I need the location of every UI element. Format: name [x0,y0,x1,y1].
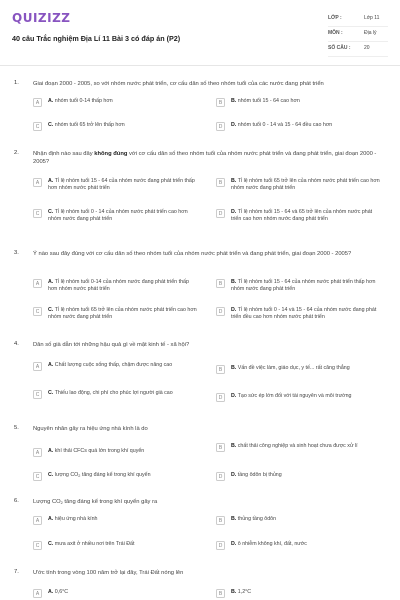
option-text: C. Tỉ lệ nhóm tuổi 0 - 14 của nhóm nước phát triển cao hơn nhóm nước đang phát triển [48,209,188,222]
option-letter-box: C [33,390,42,399]
option-text: C. mưa axit ở nhiều nơi trên Trái Đất [48,541,135,547]
question-number: 7. [14,569,19,575]
option-letter-box: A [33,589,42,598]
document-header [0,0,400,66]
option-text: A. Tỉ lệ nhóm tuổi 0-14 của nhóm nước đang phát triển thấp hơn nhóm nước phát triển [48,279,189,292]
option-letter-box: B [216,279,225,288]
option-text: B. chất thải công nghiệp và sinh hoạt chưa được xử lí [231,443,358,449]
option-text: A. hiệu ứng nhà kính [48,516,98,522]
question-number: 6. [14,498,19,504]
option-text: B. Vấn đề việc làm, giáo dục, y tế... rất căng thẳng [231,365,350,371]
option-text: C. Thiếu lao động, chi phí cho phúc lợi người già cao [48,390,173,396]
option-text: A. khí thải CFCs quá lớn trong khí quyển [48,448,145,454]
option-text: C. lượng $CO_2$ tăng đáng kể trong khí quyển [48,472,151,478]
option-letter-box: C [33,472,42,481]
option-letter-box: A [33,448,42,457]
option-letter-box: D [216,472,225,481]
question-text: Ước tính trong vòng 100 năm trở lại đây, Trái Đất nóng lên [33,570,184,576]
question-text: Lượng $CO_2$ tăng đáng kể trong khí quyển gây ra [33,499,158,505]
option-letter-box: B [216,443,225,452]
meta-row-class [328,12,388,27]
option-text: B. nhóm tuổi 15 - 64 cao hơn [231,98,300,104]
option-text: B. thủng tầng ôdôn [231,516,277,522]
meta-value: Địa lý [364,30,377,36]
option-text: B. Tỉ lệ nhóm tuổi 15 - 64 của nhóm nước phát triển thấp hơn nhóm nước đang phát triển [231,279,376,292]
option-letter-box: B [216,178,225,187]
meta-row-subject [328,27,388,42]
option-text: A. Tỉ lệ nhóm tuổi 15 - 64 của nhóm nước đang phát triển thấp hơn nhóm nước phát triển [48,178,195,191]
option-text: D. tầng ôdôn bị thủng [231,472,282,478]
option-text: D. nhóm tuổi 0 - 14 và 15 - 64 đều cao hơn [231,122,333,128]
meta-row-count [328,42,388,57]
option-text: C. nhóm tuổi 65 trở lên thấp hơn [48,122,125,128]
option-letter-box: A [33,362,42,371]
option-text: D. Tạo sức ép lớn đối với tài nguyên và môi trường [231,393,352,399]
question-number: 3. [14,250,19,256]
option-letter-box: D [216,393,225,402]
question-number: 2. [14,150,19,156]
question-text: Ý nào sau đây đúng với cơ cấu dân số theo nhóm tuổi của nhóm nước phát triển và đang phát triển, giai đoạn 2000 - 2005? [33,251,352,257]
meta-value: 20 [364,45,370,51]
option-text: D. Tỉ lệ nhóm tuổi 0 - 14 và 15 - 64 của nhóm nước đang phát triển đều cao hơn nhóm nước phát triển [231,307,377,320]
option-letter-box: A [33,279,42,288]
option-letter-box: C [33,541,42,550]
question-text: Giai đoạn 2000 - 2005, so với nhóm nước phát triển, cơ cấu dân số theo nhóm tuổi của các nước đang phát triển [33,81,324,87]
option-letter-box: B [216,365,225,374]
question-number: 1. [14,80,19,86]
option-letter-box: B [216,589,225,598]
meta-label: SỐ CÂU : [328,45,351,51]
option-letter-box: D [216,209,225,218]
meta-table [328,12,388,57]
option-text: A. nhóm tuổi 0-14 thấp hơn [48,98,113,104]
quizizz-logo: QUIZIZZ [12,11,71,25]
option-letter-box: D [216,122,225,131]
question-number: 5. [14,425,19,431]
meta-label: MÔN : [328,30,343,36]
page-title: 40 câu Trắc nghiệm Địa Lí 11 Bài 3 có đáp án (P2) [12,34,181,43]
option-text: C. Tỉ lệ nhóm tuổi 65 trở lên của nhóm nước phát triển cao hơn nhóm nước đang phát triển [48,307,197,320]
option-letter-box: D [216,307,225,316]
option-letter-box: C [33,307,42,316]
meta-label: LỚP : [328,15,342,21]
option-letter-box: B [216,516,225,525]
option-letter-box: C [33,122,42,131]
option-text: B. 1,2°C [231,589,252,595]
option-text: B. Tỉ lệ nhóm tuổi 65 trở lên của nhóm nước phát triển cao hơn nhóm nước đang phát triển [231,178,380,191]
option-letter-box: C [33,209,42,218]
option-letter-box: B [216,98,225,107]
option-letter-box: A [33,178,42,187]
question-number: 4. [14,341,19,347]
option-text: D. Tỉ lệ nhóm tuổi 15 - 64 và 65 trở lên của nhóm nước phát triển cao hơn nhóm nước đang phát triển [231,209,373,222]
option-text: D. ô nhiễm không khí, đất, nước [231,541,307,547]
question-text: Dân số già dẫn tới những hậu quả gì về mặt kinh tế - xã hội? [33,342,190,348]
meta-value: Lớp 11 [364,15,380,21]
option-letter-box: A [33,98,42,107]
option-text: A. 0,6°C [48,589,69,595]
question-text: Nguyên nhân gây ra hiệu ứng nhà kính là do [33,426,148,432]
option-letter-box: D [216,541,225,550]
option-text: A. Chất lượng cuộc sống thấp, chậm được nâng cao [48,362,173,368]
question-text: Nhận định nào sau đây không đúng với cơ cấu dân số theo nhóm tuổi của nhóm nước phát triển và đang phát triển, giai đoạn 2000 - 2005? [33,151,377,165]
option-letter-box: A [33,516,42,525]
